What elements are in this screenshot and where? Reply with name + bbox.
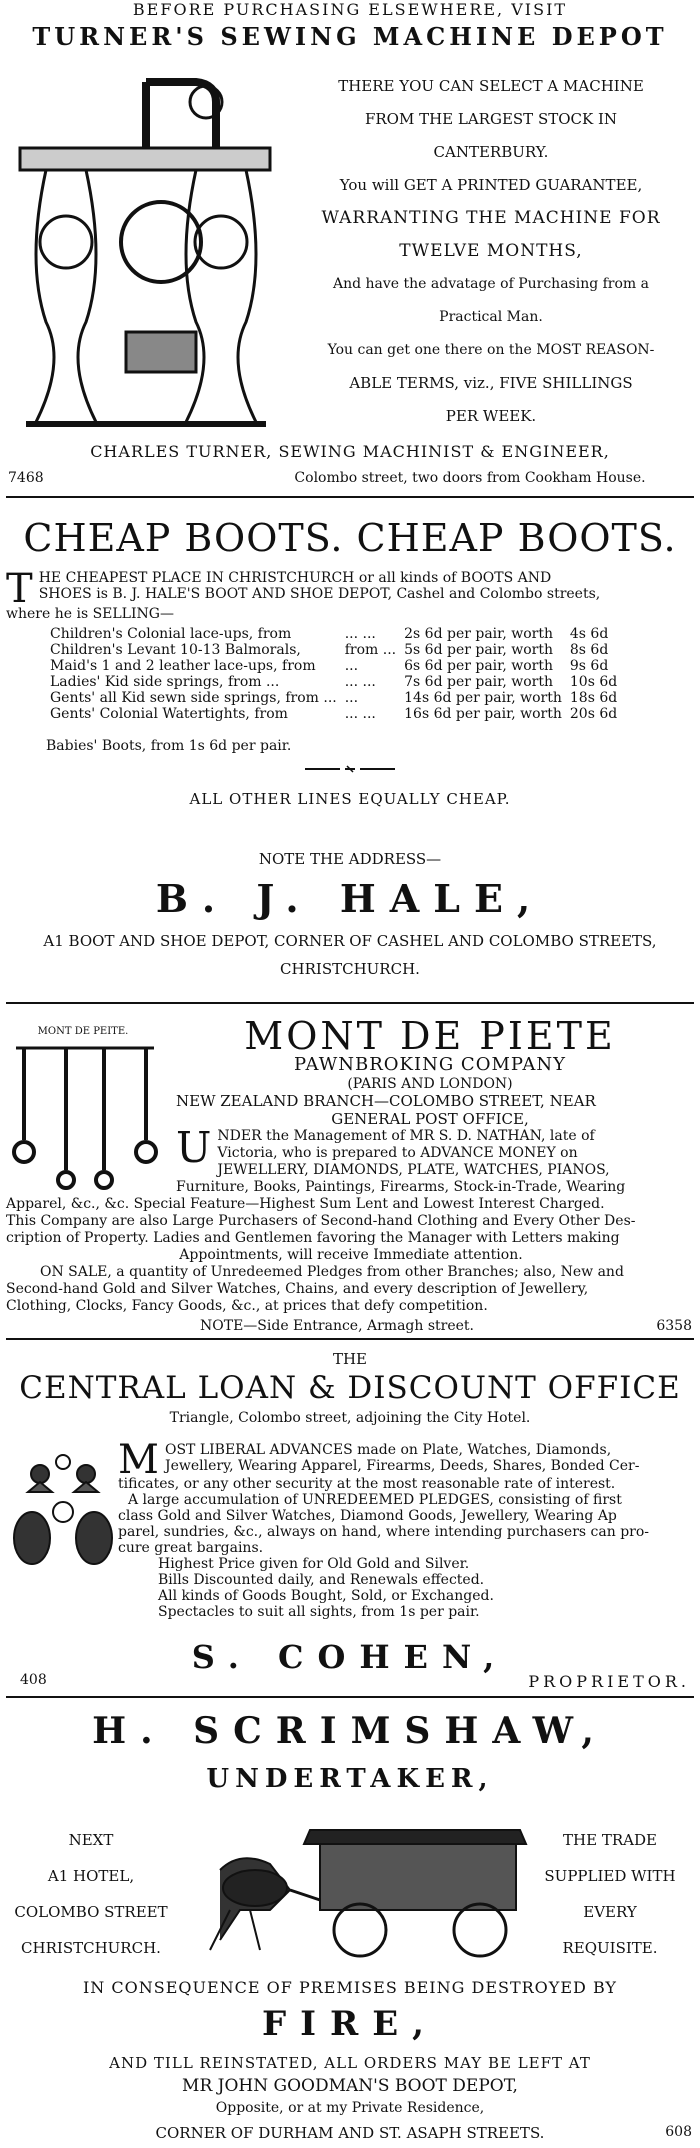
item-price: 7s 6d per pair, worth [404, 674, 553, 690]
hale-note: NOTE THE ADDRESS— [258, 850, 442, 868]
scrimshaw-right-line: REQUISITE. [562, 1939, 658, 1957]
cohen-paragraph-1 [118, 1437, 692, 1620]
cohen-title: CENTRAL LOAN & DISCOUNT OFFICE [19, 1370, 681, 1406]
scrimshaw-left-line: CHRISTCHURCH. [21, 1939, 161, 1957]
turner-body [288, 70, 694, 433]
item-dots: ... ... [344, 626, 376, 642]
cohen-line: cure great bargains. [118, 1540, 264, 1556]
item-dots: from ... [344, 642, 397, 658]
mont-paragraph-1 [176, 1123, 690, 1196]
mont-line: Furniture, Books, Paintings, Firearms, Stock-in-Trade, Wearing [176, 1179, 626, 1195]
item-dots: ... ... [344, 674, 376, 690]
mont-subtitle: PAWNBROKING COMPANY [294, 1054, 566, 1075]
item-worth: 4s 6d [569, 626, 609, 642]
mont-line: ON SALE, a quantity of Unredeemed Pledges from other Branches; also, New and [40, 1264, 624, 1280]
item-price: 2s 6d per pair, worth [404, 626, 553, 642]
hearse-illustration [180, 1800, 540, 1960]
mont-sign-label: MONT DE PEITE. [37, 1026, 129, 1037]
turner-line: You can get one there on the MOST REASON- [327, 342, 655, 358]
cohen-line: class Gold and Silver Watches, Diamond Goods, Jewellery, Wearing Ap [118, 1508, 617, 1524]
item-price: 14s 6d per pair, worth [404, 690, 562, 706]
turner-line: THERE YOU CAN SELECT A MACHINE [338, 77, 644, 95]
item-worth: 20s 6d [569, 706, 618, 722]
item-worth: 18s 6d [569, 690, 618, 706]
mont-title: MONT DE PIETE [244, 1014, 616, 1058]
cohen-proprietor: PROPRIETOR. [528, 1672, 690, 1691]
sewing-machine-illustration [6, 62, 278, 442]
mont-line: Second-hand Gold and Silver Watches, Chains, and every description of Jewellery, [6, 1281, 589, 1297]
scrimshaw-right-line: SUPPLIED WITH [544, 1867, 676, 1885]
hale-city: CHRISTCHURCH. [280, 960, 420, 978]
mont-line: NDER the Management of MR S. D. NATHAN, late of [217, 1128, 595, 1144]
scrimshaw-left-block [6, 1822, 176, 1966]
cohen-line: Bills Discounted daily, and Renewals effected. [158, 1572, 485, 1588]
cohen-line: tificates, or any other security at the most reasonable rate of interest. [118, 1476, 616, 1492]
table-row [46, 690, 621, 706]
scrimshaw-left-line: NEXT [68, 1831, 114, 1849]
mont-dropcap: U [176, 1123, 212, 1172]
scrimshaw-role: UNDERTAKER, [206, 1764, 494, 1794]
item-worth: 10s 6d [569, 674, 618, 690]
item-price: 16s 6d per pair, worth [404, 706, 562, 722]
hale-address: A1 BOOT AND SHOE DEPOT, CORNER OF CASHEL AND COLOMBO STREETS, [43, 932, 657, 950]
item-worth: 8s 6d [569, 642, 609, 658]
hale-dropcap: T [6, 566, 33, 612]
turner-line: And have the advatage of Purchasing from a [332, 276, 650, 292]
scrimshaw-goodman: MR JOHN GOODMAN'S BOOT DEPOT, [182, 2076, 518, 2096]
cohen-line: A large accumulation of UNREDEEMED PLEDGES, consisting of first [128, 1492, 622, 1508]
pawnbroker-balls-illustration [10, 1040, 160, 1190]
cohen-name: S. COHEN, [191, 1638, 509, 1676]
mont-branch: NEW ZEALAND BRANCH—COLOMBO STREET, NEAR [176, 1092, 596, 1110]
scrimshaw-right-line: EVERY [583, 1903, 637, 1921]
item-name: Ladies' Kid side springs, from ... [50, 674, 280, 690]
mont-line: Appointments, will receive Immediate attention. [179, 1247, 523, 1263]
mont-note: NOTE—Side Entrance, Armagh street. [200, 1318, 474, 1334]
scrimshaw-left-line: A1 HOTEL, [47, 1867, 135, 1885]
cohen-line: Jewellery, Wearing Apparel, Firearms, Deeds, Shares, Bonded Cer- [164, 1458, 640, 1474]
mont-paragraph-1b [6, 1196, 696, 1315]
scrimshaw-ref: 608 [665, 2124, 692, 2140]
turner-line: Practical Man. [439, 309, 543, 325]
table-row [46, 706, 621, 722]
turner-line: PER WEEK. [445, 407, 537, 425]
turner-line: WARRANTING THE MACHINE FOR [321, 208, 661, 228]
turner-address: Colombo street, two doors from Cookham House. [294, 470, 646, 486]
ornament-divider [305, 764, 395, 774]
scrimshaw-right-line: THE TRADE [563, 1831, 657, 1849]
item-name: Gents' Colonial Watertights, from [50, 706, 288, 722]
scrimshaw-consequence: IN CONSEQUENCE OF PREMISES BEING DESTROYED BY [82, 1978, 617, 1997]
turner-line: FROM THE LARGEST STOCK IN [364, 110, 618, 128]
table-row [46, 658, 621, 674]
scrimshaw-name: H. SCRIMSHAW, [92, 1710, 608, 1752]
table-row [46, 642, 621, 658]
item-price: 5s 6d per pair, worth [404, 642, 553, 658]
item-dots: ... ... [344, 706, 376, 722]
turner-line: ABLE TERMS, viz., FIVE SHILLINGS [349, 374, 633, 392]
scrimshaw-right-block [526, 1822, 694, 1966]
table-row [46, 626, 621, 642]
cohen-line: Spectacles to suit all sights, from 1s per pair. [158, 1604, 480, 1620]
turner-ref: 7468 [8, 470, 44, 486]
item-price: 6s 6d per pair, worth [404, 658, 553, 674]
cohen-line: Highest Price given for Old Gold and Silver. [158, 1556, 470, 1572]
item-name: Children's Colonial lace-ups, from [50, 626, 292, 642]
scrimshaw-fire: FIRE, [261, 2004, 439, 2044]
scrimshaw-till: AND TILL REINSTATED, ALL ORDERS MAY BE LEFT AT [109, 2054, 591, 2072]
divider [6, 496, 694, 498]
turner-header: BEFORE PURCHASING ELSEWHERE, VISIT [132, 0, 568, 19]
cohen-line: All kinds of Goods Bought, Sold, or Exchanged. [158, 1588, 494, 1604]
mont-paren: (PARIS AND LONDON) [347, 1076, 513, 1092]
turner-signature: CHARLES TURNER, SEWING MACHINIST & ENGINEER, [90, 442, 610, 461]
scrimshaw-opposite: Opposite, or at my Private Residence, [215, 2100, 485, 2116]
hale-name: B. J. HALE, [155, 876, 545, 921]
cohen-ref: 408 [20, 1672, 47, 1688]
scrimshaw-left-line: COLOMBO STREET [14, 1903, 168, 1921]
item-name: Children's Levant 10-13 Balmorals, [50, 642, 301, 658]
mont-line: Clothing, Clocks, Fancy Goods, &c., at prices that defy competition. [6, 1298, 488, 1314]
mont-line: Apparel, &c., &c. Special Feature—Highest Sum Lent and Lowest Interest Charged. [6, 1196, 605, 1212]
hale-equally: ALL OTHER LINES EQUALLY CHEAP. [189, 790, 511, 808]
cohen-line: parel, sundries, &c., always on hand, where intending purchasers can pro- [118, 1524, 650, 1540]
item-name: Gents' all Kid sewn side springs, from ... [50, 690, 337, 706]
mont-line: cription of Property. Ladies and Gentlemen favoring the Manager with Letters making [6, 1230, 620, 1246]
hale-babies: Babies' Boots, from 1s 6d per pair. [46, 738, 292, 754]
item-name: Maid's 1 and 2 leather lace-ups, from [50, 658, 316, 674]
hale-intro-line: HE CHEAPEST PLACE IN CHRISTCHURCH or all kinds of BOOTS AND [38, 570, 552, 586]
hale-intro-line: SHOES is B. J. HALE'S BOOT AND SHOE DEPOT, Cashel and Colombo streets, [38, 586, 601, 602]
cohen-location: Triangle, Colombo street, adjoining the City Hotel. [169, 1410, 531, 1426]
hale-intro [6, 566, 696, 622]
item-dots: ... [344, 690, 359, 706]
cohen-dropcap: M [118, 1437, 159, 1483]
divider [6, 1002, 694, 1004]
turner-line: TWELVE MONTHS, [399, 241, 583, 261]
mont-line: Victoria, who is prepared to ADVANCE MONEY on [217, 1145, 578, 1161]
mont-gpo: GENERAL POST OFFICE, [331, 1110, 529, 1128]
hale-intro-line: where he is SELLING— [6, 606, 174, 622]
cohen-the: THE [332, 1350, 368, 1368]
item-dots: ... [344, 658, 359, 674]
item-worth: 9s 6d [569, 658, 609, 674]
scrimshaw-corner: CORNER OF DURHAM AND ST. ASAPH STREETS. [155, 2124, 545, 2142]
turner-line: You will GET A PRINTED GUARANTEE, [339, 176, 643, 194]
turner-title: TURNER'S SEWING MACHINE DEPOT [32, 22, 668, 51]
cohen-line: OST LIBERAL ADVANCES made on Plate, Watches, Diamonds, [164, 1442, 612, 1458]
jewellery-illustration [10, 1452, 116, 1576]
hale-price-list [46, 626, 621, 722]
turner-line: CANTERBURY. [433, 143, 549, 161]
divider [6, 1338, 694, 1340]
mont-line: This Company are also Large Purchasers of Second-hand Clothing and Every Other Des- [6, 1213, 636, 1229]
divider [6, 1696, 694, 1698]
hale-title: CHEAP BOOTS. CHEAP BOOTS. [23, 516, 677, 560]
mont-ref: 6358 [656, 1318, 692, 1334]
mont-line: JEWELLERY, DIAMONDS, PLATE, WATCHES, PIANOS, [217, 1162, 610, 1178]
table-row [46, 674, 621, 690]
